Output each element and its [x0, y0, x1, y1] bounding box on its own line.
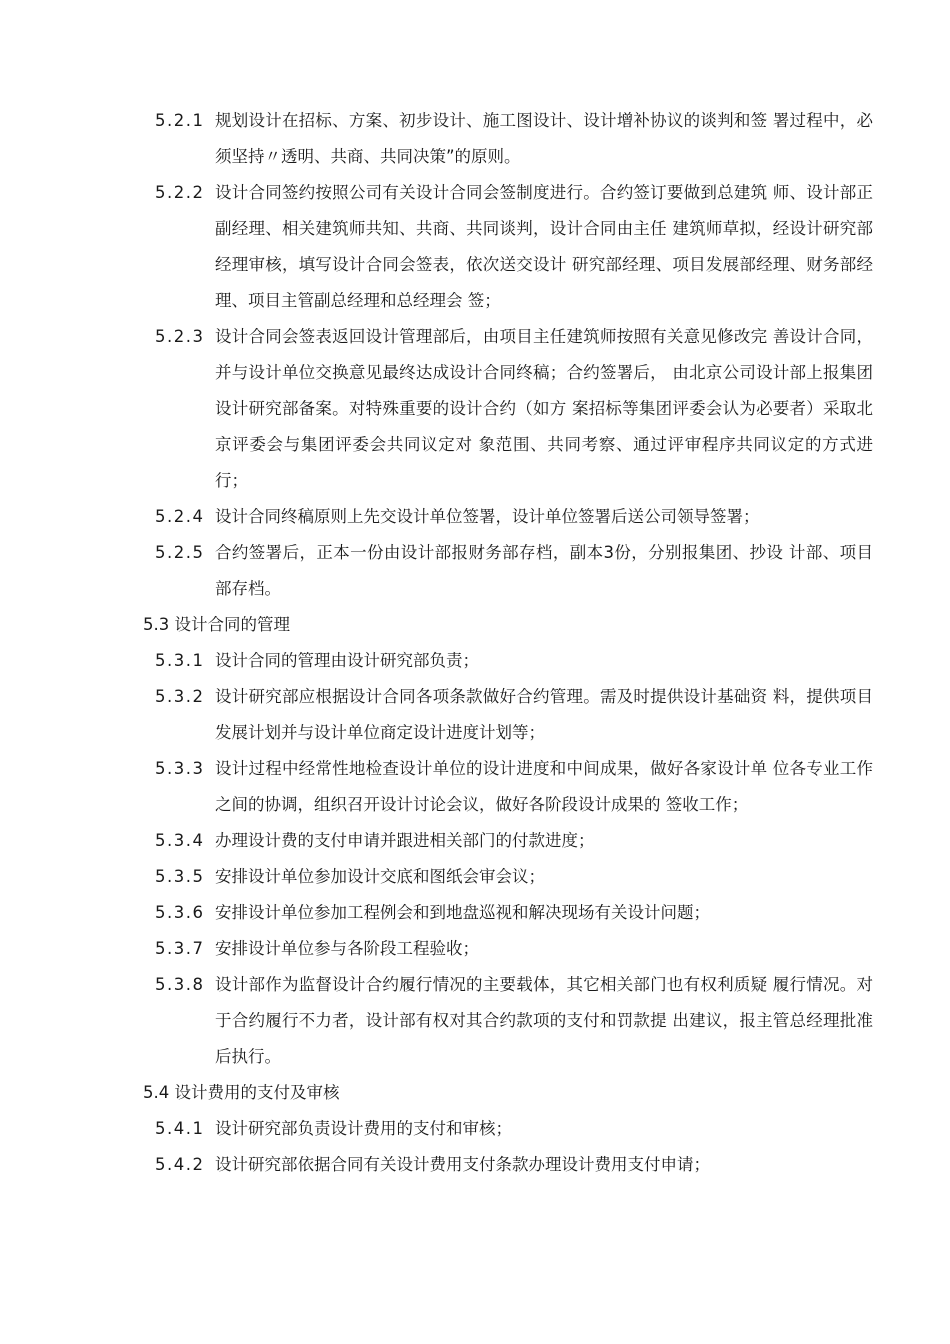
- clause-5-3-4: [143, 823, 873, 859]
- clause-number: 5.3.7: [155, 939, 205, 958]
- clause-5-3-3: [143, 751, 873, 823]
- clause-text: 设计合同会签表返回设计管理部后，由项目主任建筑师按照有关意见修改完 善设计合同，并与设计单位交换意见最终达成设计合同终稿；合约签署后， 由北京公司设计部上报集团设计研究部备案。对特殊重要的设计合约（如方 案招标等集团评委会认为必要者）采取北京评委会与集团评委会共同议定对 象范围、共同考察、通过评审程序共同议定的方式进行；: [215, 327, 873, 490]
- clause-number: 5.4.1: [155, 1119, 205, 1138]
- clause-number: 5.2.5: [155, 543, 205, 562]
- clause-5-2-4: [143, 499, 873, 535]
- clause-5-2-2: [143, 175, 873, 319]
- clause-text: 设计部作为监督设计合约履行情况的主要载体，其它相关部门也有权利质疑 履行情况。对于合约履行不力者，设计部有权对其合约款项的支付和罚款提 出建议，报主管总经理批准后执行。: [215, 975, 873, 1066]
- section-heading-5-3: 5.3 设计合同的管理: [143, 615, 290, 634]
- clause-5-2-3: [143, 319, 873, 499]
- clause-5-4-1: [143, 1111, 873, 1147]
- clause-number: 5.4.2: [155, 1155, 205, 1174]
- clause-number: 5.2.1: [155, 111, 205, 130]
- clause-number: 5.3.8: [155, 975, 205, 994]
- clause-text: 设计研究部负责设计费用的支付和审核；: [215, 1119, 512, 1138]
- clause-text: 设计研究部依据合同有关设计费用支付条款办理设计费用支付申请；: [215, 1155, 710, 1174]
- clause-5-3-7: [143, 931, 873, 967]
- clause-number: 5.2.4: [155, 507, 205, 526]
- section-heading-5-4: 5.4 设计费用的支付及审核: [143, 1083, 340, 1102]
- clause-text: 设计合同终稿原则上先交设计单位签署，设计单位签署后送公司领导签署；: [215, 507, 760, 526]
- clause-number: 5.3.3: [155, 759, 205, 778]
- clause-text: 办理设计费的支付申请并跟进相关部门的付款进度；: [215, 831, 595, 850]
- clause-5-3-2: [143, 679, 873, 751]
- document-body: [143, 103, 873, 1183]
- clause-text: 设计合同签约按照公司有关设计合同会签制度进行。合约签订要做到总建筑 师、设计部正副经理、相关建筑师共知、共商、共同谈判，设计合同由主任 建筑师草拟，经设计研究部经理审核，填写设计合同会签表，依次送交设计 研究部经理、项目发展部经理、财务部经理、项目主管副总经理和总经理会 签；: [215, 183, 873, 310]
- clause-text: 安排设计单位参加工程例会和到地盘巡视和解决现场有关设计问题；: [215, 903, 710, 922]
- clause-text: 合约签署后，正本一份由设计部报财务部存档，副本3份，分别报集团、抄设 计部、项目部存档。: [215, 543, 873, 598]
- clause-number: 5.3.2: [155, 687, 205, 706]
- clause-text: 设计过程中经常性地检查设计单位的设计进度和中间成果，做好各家设计单 位各专业工作之间的协调，组织召开设计讨论会议，做好各阶段设计成果的 签收工作；: [215, 759, 873, 814]
- clause-text: 规划设计在招标、方案、初步设计、施工图设计、设计增补协议的谈判和签 署过程中，必须坚持〃透明、共商、共同决策”的原则。: [215, 111, 873, 166]
- clause-5-3-5: [143, 859, 873, 895]
- clause-number: 5.2.2: [155, 183, 205, 202]
- clause-5-4-2: [143, 1147, 873, 1183]
- clause-number: 5.3.5: [155, 867, 205, 886]
- clause-5-3-8: [143, 967, 873, 1075]
- clause-number: 5.3.1: [155, 651, 205, 670]
- clause-number: 5.3.6: [155, 903, 205, 922]
- clause-5-3-1: [143, 643, 873, 679]
- clause-5-3-6: [143, 895, 873, 931]
- clause-text: 设计研究部应根据设计合同各项条款做好合约管理。需及时提供设计基础资 料，提供项目发展计划并与设计单位商定设计进度计划等；: [215, 687, 873, 742]
- clause-5-2-1: [143, 103, 873, 175]
- clause-number: 5.3.4: [155, 831, 205, 850]
- clause-text: 设计合同的管理由设计研究部负责；: [215, 651, 479, 670]
- clause-5-2-5: [143, 535, 873, 607]
- clause-number: 5.2.3: [155, 327, 205, 346]
- clause-text: 安排设计单位参与各阶段工程验收；: [215, 939, 479, 958]
- clause-text: 安排设计单位参加设计交底和图纸会审会议；: [215, 867, 545, 886]
